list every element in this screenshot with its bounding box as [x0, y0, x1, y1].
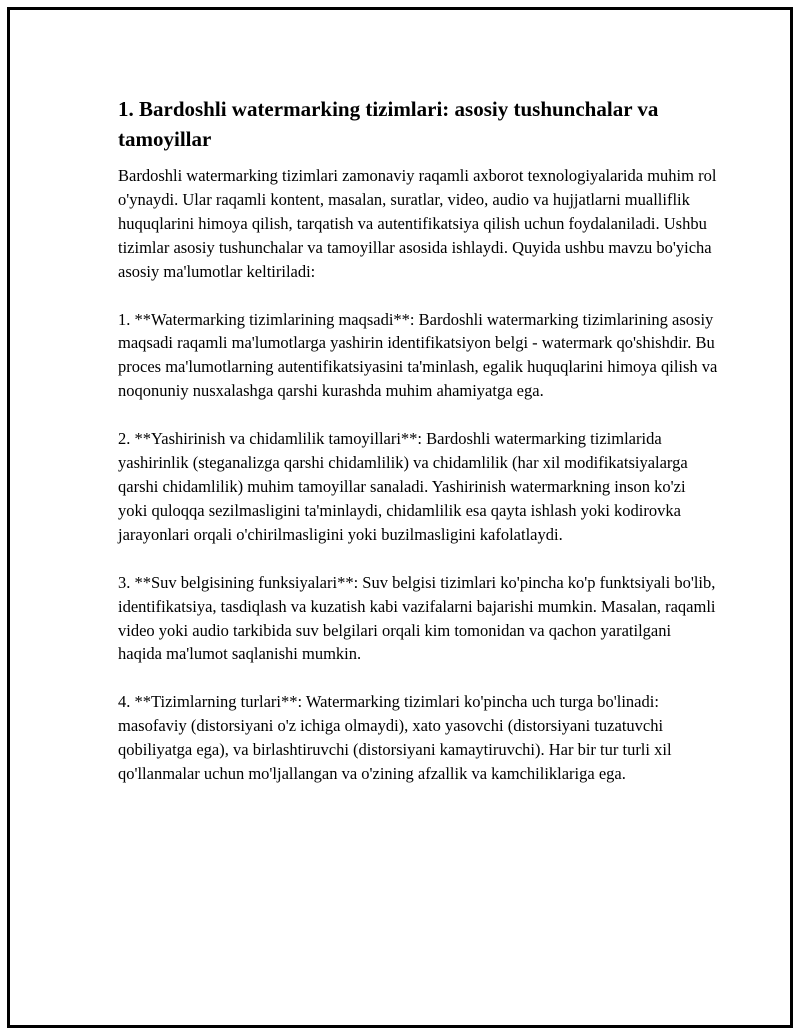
- paragraph-watermarking-purpose: 1. **Watermarking tizimlarining maqsadi**: Bardoshli watermarking tizimlarining asosiy maqsadi raqamli ma'lumotlarga yashirin identifikatsiyon belgi - watermark qo'shishdir. Bu proces ma'lumotlarning autentifikatsiyasini ta'minlash, egalik huquqlarini himoya qilish va noqonuniy nusxalashga qarshi kurashda muhim ahamiyatga ega.: [118, 309, 718, 401]
- paragraph-watermark-functions: 3. **Suv belgisining funksiyalari**: Suv belgisi tizimlari ko'pincha ko'p funktsiyali bo'lib, identifikatsiya, tasdiqlash va kuzatish kabi vazifalarni bajarishi mumkin. Masalan, raqamli video yoki audio tarkibida suv belgilari orqali kim tomonidan va qachon yaratilgani haqida ma'lumot saqlanishi mumkin.: [118, 572, 716, 664]
- document-body: [118, 94, 718, 810]
- paragraph-system-types: 4. **Tizimlarning turlari**: Watermarking tizimlari ko'pincha uch turga bo'linadi: masofaviy (distorsiyani o'z ichiga olmaydi), xato yasovchi (distorsiyani tuzatuvchi qobiliyatga ega), va birlashtiruvchi (distorsiyani kamaytiruvchi). Har bir tur turli xil qo'llanmalar uchun mo'ljallangan va o'zining afzallik va kamchiliklariga ega.: [118, 692, 672, 784]
- document-title: 1. Bardoshli watermarking tizimlari: asosiy tushunchalar va tamoyillar: [118, 97, 659, 151]
- paragraph-hiding-robustness: 2. **Yashirinish va chidamlilik tamoyillari**: Bardoshli watermarking tizimlarida yashirinlik (steganalizga qarshi chidamlilik) va chidamlilik (har xil modifikatsiyalarga qarshi chidamlilik) muhim tamoyillar sanaladi. Yashirinish watermarkning inson ko'zi yoki quloqqa sezilmasligini ta'minlaydi, chidamlilik esa qayta ishlash yoki kodirovka jarayonlari orqali o'chirilmasligini yoki buzilmasligini kafolatlaydi.: [118, 429, 688, 544]
- page-frame: [7, 7, 793, 1028]
- intro-paragraph: Bardoshli watermarking tizimlari zamonaviy raqamli axborot texnologiyalarida muhim rol o'ynaydi. Ular raqamli kontent, masalan, suratlar, video, audio va hujjatlarni mualliflik huquqlarini himoya qilish, tarqatish va autentifikatsiya qilish uchun foydalaniladi. Ushbu tizimlar asosiy tushunchalar va tamoyillar asosida ishlaydi. Quyida ushbu mavzu bo'yicha asosiy ma'lumotlar keltiriladi:: [118, 166, 717, 281]
